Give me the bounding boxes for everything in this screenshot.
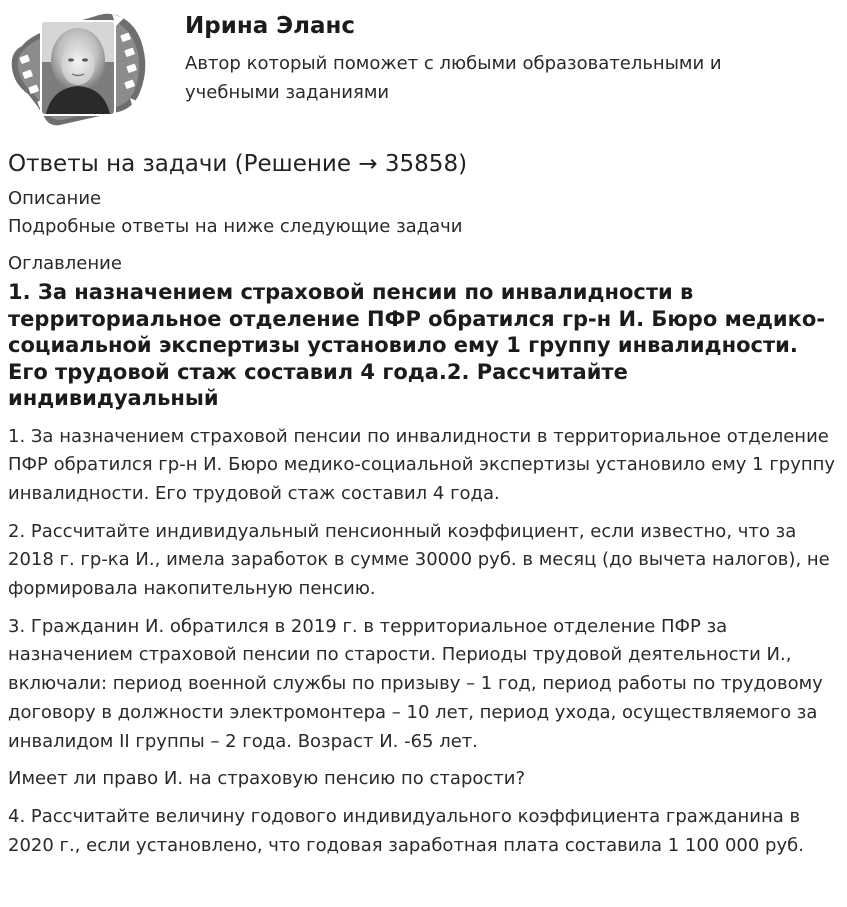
description-label: Описание	[8, 188, 102, 209]
task-paragraph-3: 3. Гражданин И. обратился в 2019 г. в территориальное отделение ПФР за назначением страховой пенсии по старости. Периоды трудовой деятельности И., включали: период военной службы по призыву – 1 год, период работы по трудовому договору в должности электромонтера – 10 лет, период ухода, осуществляемого за инвалидом II группы – 2 года. Возраст И. -65 лет.	[8, 615, 823, 752]
author-name: Ирина Эланс	[185, 13, 356, 39]
author-header	[0, 0, 847, 140]
task-question: Имеет ли право И. на страховую пенсию по старости?	[8, 768, 526, 790]
toc-label: Оглавление	[8, 253, 122, 274]
task-paragraph-1: 1. За назначением страховой пенсии по инвалидности в территориальное отделение ПФР обратился гр-н И. Бюро медико-социальной экспертизы установило ему 1 группу инвалидности. Его трудовой стаж составил 4 года.	[8, 425, 836, 504]
toc-heading: 1. За назначением страховой пенсии по инвалидности в территориальное отделение ПФР обратился гр-н И. Бюро медико-социальной экспертизы установило ему 1 группу инвалидности. Его трудовой стаж составил 4 года.2. Рассчитайте индивидуальный	[8, 280, 826, 410]
task-paragraph-2: 2. Рассчитайте индивидуальный пенсионный коэффициент, если известно, что за 2018 г. гр-ка И., имела заработок в сумме 30000 руб. в месяц (до вычета налогов), не формировала накопительную пенсию.	[8, 520, 830, 600]
main-content	[8, 148, 840, 869]
description-text: Подробные ответы на ниже следующие задачи	[8, 216, 463, 237]
author-description: Автор который поможет с любыми образовательными и учебными заданиями	[185, 53, 722, 103]
task-paragraph-4: 4. Рассчитайте величину годового индивидуального коэффициента гражданина в 2020 г., если установлено, что годовая заработная плата составила 1 100 000 руб.	[8, 805, 804, 856]
film-frame-avatar-image	[8, 8, 150, 128]
page-title: Ответы на задачи (Решение → 35858)	[8, 151, 468, 177]
author-avatar	[8, 8, 150, 128]
